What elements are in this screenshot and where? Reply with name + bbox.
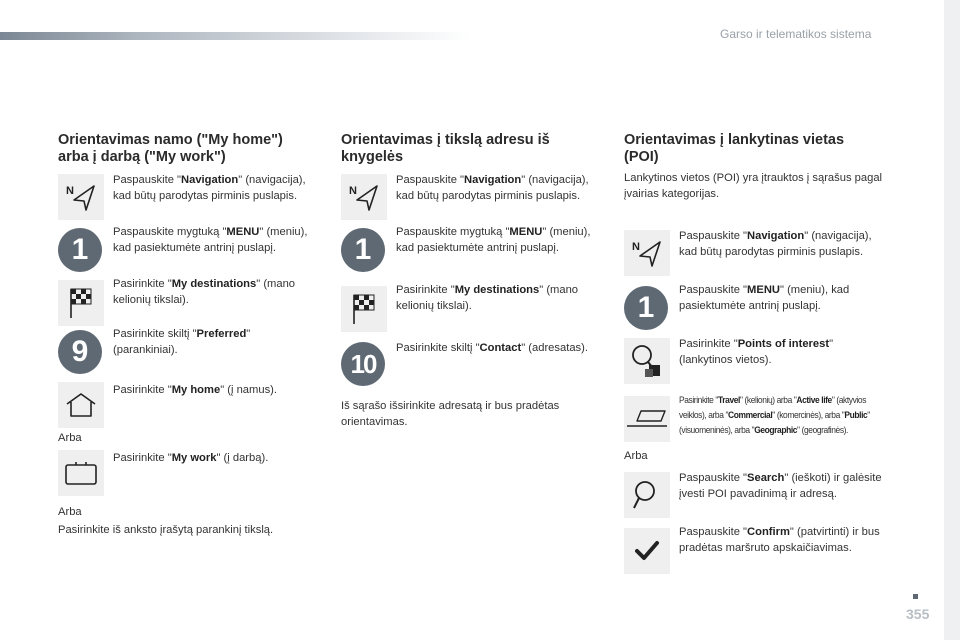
briefcase-icon — [58, 450, 104, 496]
search-icon — [624, 472, 670, 518]
final-note: Iš sąrašo išsirinkite adresatą ir bus pradėtas orientavimas. — [341, 400, 560, 428]
column-poi: Orientavimas į lankytinas vietas (POI) Lankytinos vietos (POI) yra įtrauktos į sąrašus pagal įvairias kategorijas. N Paspauskite "Navigation" (navigacija), kad būtų parodytas pirminis puslapis. 1 Paspauskite "MENU" (meniu), kad pasiektumėte antrinį puslapį. Pasirinkite "Points of interest" (lankytinos vietos). Pasirinkite "Travel" (kelionių) arba "Active life" (aktyvios veiklos), arba "Commercial" (komercinės), arba "Public" (visuomeninės), arba "Geographic" (geografinės). Arba Paspauskite "Search" (ieškoti) ir galėsite įvesti POI pavadinimą ir adresą. Paspauskite "Confirm" (patvirtinti) ir bus pradėtas maršruto apskaičiavimas. — [624, 132, 886, 166]
column-title: Orientavimas namo ("My home") arba į darbą ("My work") — [58, 132, 283, 165]
column-home-work: Orientavimas namo ("My home") arba į darbą ("My work") N Paspauskite "Navigation" (navigacija), kad būtų parodytas pirminis puslapis. 1 Paspauskite mygtuką "MENU" (meniu), kad pasiektumėte antrinį puslapį. Pasirinkite "My destinations" (mano kelionių tikslai). 9 Pasirinkite skiltį "Preferred" (parankiniai). Pasirinkite "My home" (į namus). Arba Pasirinkite "My work" (į darbą). Arba Pasirinkite iš anksto įrašytą parankinį tikslą. — [58, 132, 320, 166]
intro-text: Lankytinos vietos (POI) yra įtrauktos į sąrašus pagal įvairias kategorijas. — [624, 172, 883, 200]
section-title: Garso ir telematikos sistema — [720, 27, 872, 41]
number-badge: 1 — [341, 228, 385, 272]
header-gradient-bar — [0, 32, 470, 40]
page-edge-band — [944, 0, 960, 640]
or-label: Arba — [58, 506, 82, 518]
checkered-flag-icon — [341, 286, 387, 332]
poi-search-icon — [624, 338, 670, 384]
number-badge: 9 — [58, 330, 102, 374]
svg-text:N: N — [66, 185, 74, 197]
column-title: Orientavimas į lankytinas vietas (POI) — [624, 132, 845, 165]
page-number: 355 — [906, 606, 930, 622]
or-label: Arba — [58, 432, 82, 444]
number-badge: 1 — [58, 228, 102, 272]
checkered-flag-icon — [58, 280, 104, 326]
column-title: Orientavimas į tikslą adresu iš knygelės — [341, 132, 550, 165]
keyboard-input-icon — [624, 396, 670, 442]
number-badge: 10 — [341, 342, 385, 386]
svg-text:N: N — [349, 185, 357, 197]
svg-text:N: N — [632, 241, 640, 253]
navigation-icon — [341, 174, 387, 220]
final-note: Pasirinkite iš anksto įrašytą parankinį tikslą. — [58, 524, 274, 536]
column-contact-address: Orientavimas į tikslą adresu iš knygelės N Paspauskite "Navigation" (navigacija), kad būtų parodytas pirminis puslapis. 1 Paspauskite mygtuką "MENU" (meniu), kad pasiektumėte antrinį puslapį. Pasirinkite "My destinations" (mano kelionių tikslai). 10 Pasirinkite skiltį "Contact" (adresatas). Iš sąrašo išsirinkite adresatą ir bus pradėtas orientavimas. — [341, 132, 603, 166]
home-icon — [58, 382, 104, 428]
navigation-icon — [624, 230, 670, 276]
number-badge: 1 — [624, 286, 668, 330]
or-label: Arba — [624, 450, 648, 462]
checkmark-icon — [624, 528, 670, 574]
navigation-icon — [58, 174, 104, 220]
page-marker — [913, 594, 918, 599]
